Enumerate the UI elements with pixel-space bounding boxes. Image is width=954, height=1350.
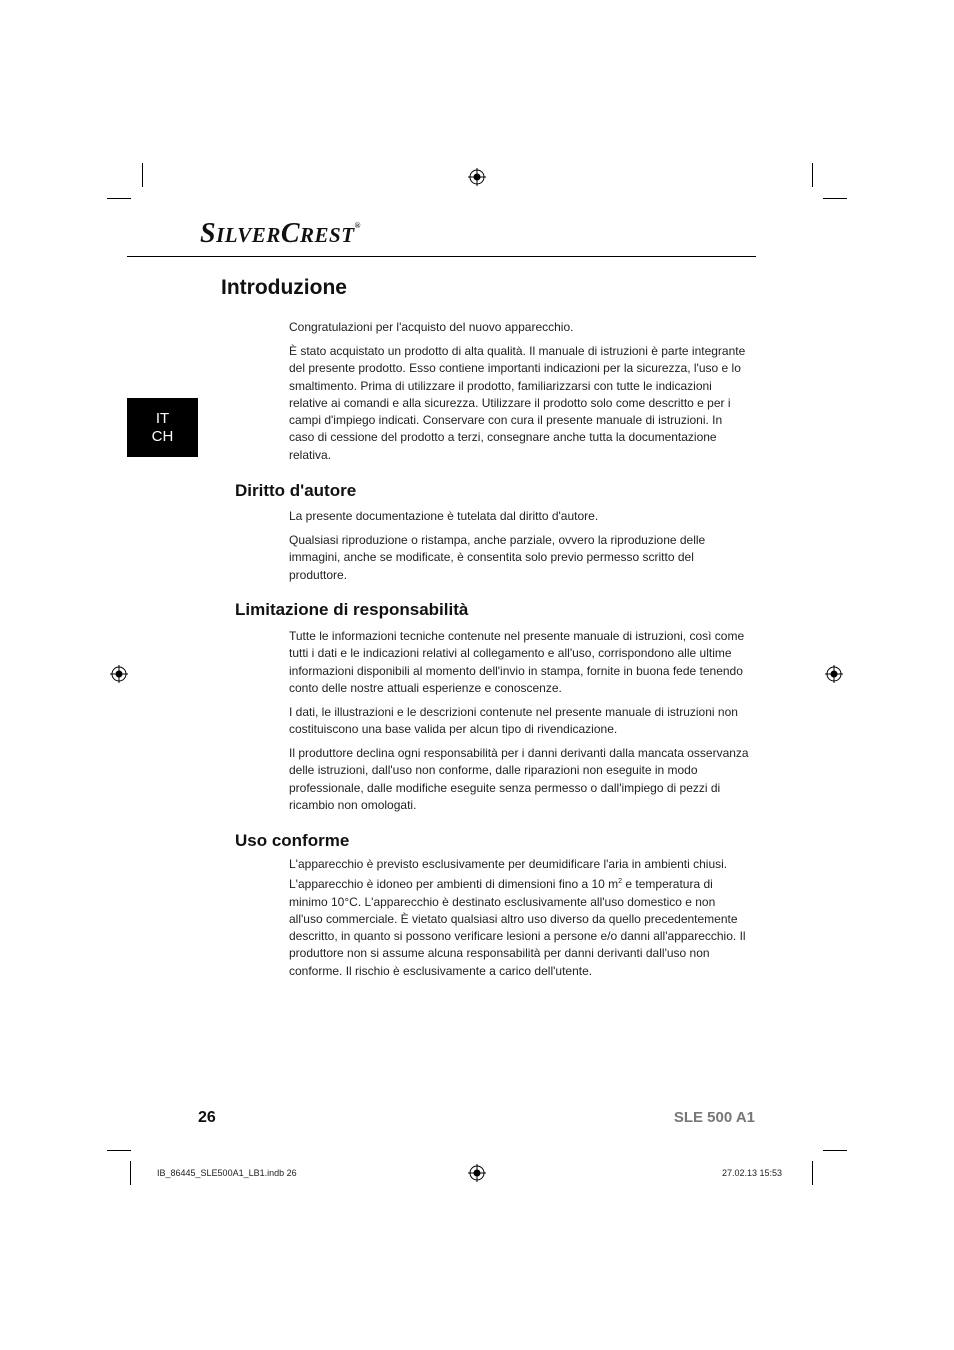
brand-logo: SILVERCREST® [200,218,362,249]
language-code-ch: CH [151,427,174,445]
liability-paragraph-3: Il produttore declina ogni responsabilità per i danni derivanti dalla mancata osservanza delle istruzioni, dall'uso non conforme, dalle riparazioni non eseguite in modo professionale, dalle modifiche eseguite senza permesso o dall'impiego di pezzi di ricambio non omologati. [289,746,749,812]
page-number: 26 [198,1109,216,1126]
copyright-paragraph-2: Qualsiasi riproduzione o ristampa, anche parziale, ovvero la riproduzione delle immagini, anche se modificate, è consentita solo previo permesso scritto del produttore. [289,533,706,582]
crop-mark-bottom-left-vertical [130,1161,131,1185]
section-heading-copyright: Diritto d'autore [235,481,357,500]
print-slug-timestamp: 27.02.13 15:53 [722,1168,783,1178]
registration-mark-icon [468,168,486,186]
language-code-it: IT [155,409,170,427]
registration-mark-icon [110,665,128,683]
registration-mark-icon [825,665,843,683]
crop-mark-bottom-right-horizontal [823,1150,847,1151]
crop-mark-bottom-left-horizontal [107,1150,131,1151]
page-title: Introduzione [221,276,347,299]
language-tab [127,398,198,457]
crop-mark-top-left-vertical [142,163,143,187]
model-name: SLE 500 A1 [673,1109,755,1126]
liability-paragraph-1: Tutte le informazioni tecniche contenute nel presente manuale di istruzioni, così come tutti i dati e le indicazioni relativi al collegamento e all'uso, corrispondono alle ultime informazioni disponibili al momento dell'invio in stampa, fornite in buona fede tenendo conto delle nostre attuali esperienze e conoscenze. [289,629,745,695]
print-slug-file: IB_86445_SLE500A1_LB1.indb 26 [157,1168,297,1178]
intro-paragraph-1: Congratulazioni per l'acquisto del nuovo apparecchio. [289,320,574,334]
header-divider [127,256,756,257]
crop-mark-top-right-vertical [812,163,813,187]
crop-mark-top-right-horizontal [823,198,847,199]
liability-paragraph-2: I dati, le illustrazioni e le descrizioni contenute nel presente manuale di istruzioni non costituiscono una base valida per alcun tipo di rivendicazione. [289,705,738,737]
intended-use-paragraph: L'apparecchio è previsto esclusivamente per deumidificare l'aria in ambienti chiusi. L'apparecchio è idoneo per ambienti di dimensioni fino a 10 $m^2$ e temperatura di minimo 10°C. L'apparecchio è destinato esclusivamente all'uso domestico e non all'uso commerciale. È vietato qualsiasi altro uso diverso da quello precedentemente descritto, in quanto si possono verificare lesioni a persone e/o danni all'apparecchio. Il produttore non si assume alcuna responsabilità per danni derivanti dall'uso non conforme. Il rischio è esclusivamente a carico dell'utente. [289,857,746,978]
section-heading-intended-use: Uso conforme [235,831,350,850]
section-heading-liability: Limitazione di responsabilità [235,600,469,619]
intro-paragraph-2: È stato acquistato un prodotto di alta qualità. Il manuale di istruzioni è parte integrante del presente prodotto. Esso contiene importanti indicazioni per la sicurezza, l'uso e lo smaltimento. Prima di utilizzare il prodotto, familiarizzarsi con tutte le indicazioni relative ai comandi e alla sicurezza. Utilizzare il prodotto solo come descritto e per i campi d'impiego indicati. Conservare con cura il presente manuale di istruzioni. In caso di cessione del prodotto a terzi, consegnare anche tutta la documentazione relativa. [289,344,746,462]
crop-mark-top-left-horizontal [107,198,131,199]
crop-mark-bottom-right-vertical [812,1161,813,1185]
registration-mark-icon [468,1164,486,1182]
copyright-paragraph-1: La presente documentazione è tutelata dal diritto d'autore. [289,509,599,523]
